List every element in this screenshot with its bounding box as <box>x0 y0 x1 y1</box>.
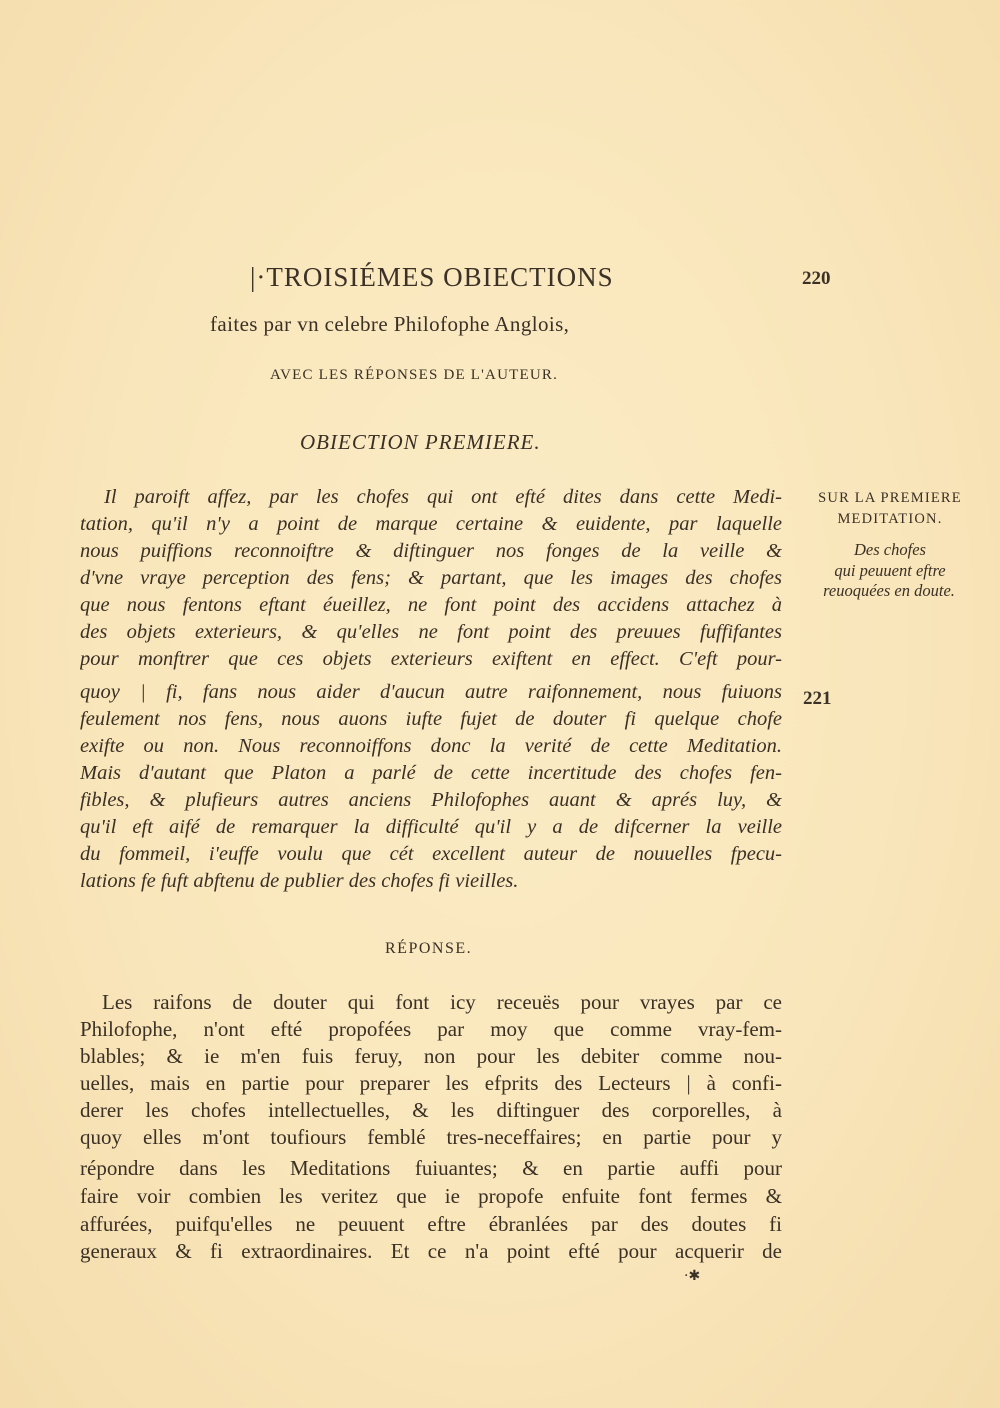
objection-line: des objets exterieurs, & qu'elles ne font point des preuues fuffifantes <box>80 621 782 643</box>
response-heading: RÉPONSE. <box>385 940 473 957</box>
margin-note-title: MEDITATION. <box>837 511 943 527</box>
margin-note: Des chofes <box>854 540 926 559</box>
response-line: quoy elles m'ont toufiours femblé tres-neceffaires; en partie pour y <box>80 1125 782 1149</box>
objection-line: exifte ou non. Nous reconnoiffons donc la verité de cette Meditation. <box>80 735 782 757</box>
objection-line: lations fe fuft abftenu de publier des chofes fi vieilles. <box>80 870 519 892</box>
objection-heading: OBIECTION PREMIERE. <box>300 430 541 454</box>
response-line: uelles, mais en partie pour preparer les efprits des Lecteurs | à confi- <box>80 1071 782 1095</box>
response-line: répondre dans les Meditations fuiuantes; & en partie auffi pour <box>80 1156 782 1180</box>
objection-line: d'vne vraye perception des fens; & partant, que les images des chofes <box>80 567 782 589</box>
response-line: affurées, puifqu'elles ne peuuent eftre ébranlées par des doutes fi <box>80 1212 782 1236</box>
response-line: faire voir combien les veritez que ie propofe enfuite font fermes & <box>80 1184 782 1208</box>
margin-note: reuoquées en doute. <box>823 581 955 600</box>
objection-line: Il paroift affez, par les chofes qui ont efté dites dans cette Medi- <box>104 486 782 508</box>
margin-note: qui peuuent eftre <box>834 561 946 580</box>
page-number-mid: 221 <box>803 688 832 709</box>
objection-line: pour monftrer que ces objets exterieurs exiftent en effect. C'eft pour- <box>80 648 782 670</box>
objection-line: nous puiffions reconnoiftre & diftinguer nos fonges de la veille & <box>80 540 782 562</box>
objection-line: du fommeil, i'euffe voulu que cét excellent auteur de nouuelles fpecu- <box>80 843 782 865</box>
page-number-top: 220 <box>802 268 831 289</box>
footer-ornament: ·✱ <box>684 1268 701 1284</box>
objection-line: qu'il eft aifé de remarquer la difficulté qu'il y a de difcerner la veille <box>80 816 782 838</box>
objection-line: Mais d'autant que Platon a parlé de cette incertitude des chofes fen- <box>80 762 782 784</box>
page-title: |·TROISIÉMES OBIECTIONS <box>250 262 614 292</box>
margin-note-title: SUR LA PREMIERE <box>818 490 962 506</box>
objection-line: tation, qu'il n'y a point de marque certaine & euidente, par laquelle <box>80 513 782 535</box>
replies-subtitle: AVEC LES RÉPONSES DE L'AUTEUR. <box>270 367 559 383</box>
objection-line: feulement nos fens, nous auons iufte fujet de douter fi quelque chofe <box>80 708 782 730</box>
response-line: derer les chofes intellectuelles, & les diftinguer des corporelles, à <box>80 1098 782 1122</box>
objection-line: que nous fentons eftant éueillez, ne font point des accidens attachez à <box>80 594 782 616</box>
response-line: Philofophe, n'ont efté propofées par moy que comme vray-fem- <box>80 1017 782 1041</box>
objection-line: fibles, & plufieurs autres anciens Philofophes auant & aprés luy, & <box>80 789 782 811</box>
response-line: Les raifons de douter qui font icy receuës pour vrayes par ce <box>102 990 782 1014</box>
page-subtitle: faites par vn celebre Philofophe Anglois, <box>210 312 570 336</box>
response-line: generaux & fi extraordinaires. Et ce n'a point efté pour acquerir de <box>80 1239 782 1263</box>
objection-line: quoy | fi, fans nous aider d'aucun autre raifonnement, nous fuiuons <box>80 681 782 703</box>
response-line: blables; & ie m'en fuis feruy, non pour les debiter comme nou- <box>80 1044 782 1068</box>
